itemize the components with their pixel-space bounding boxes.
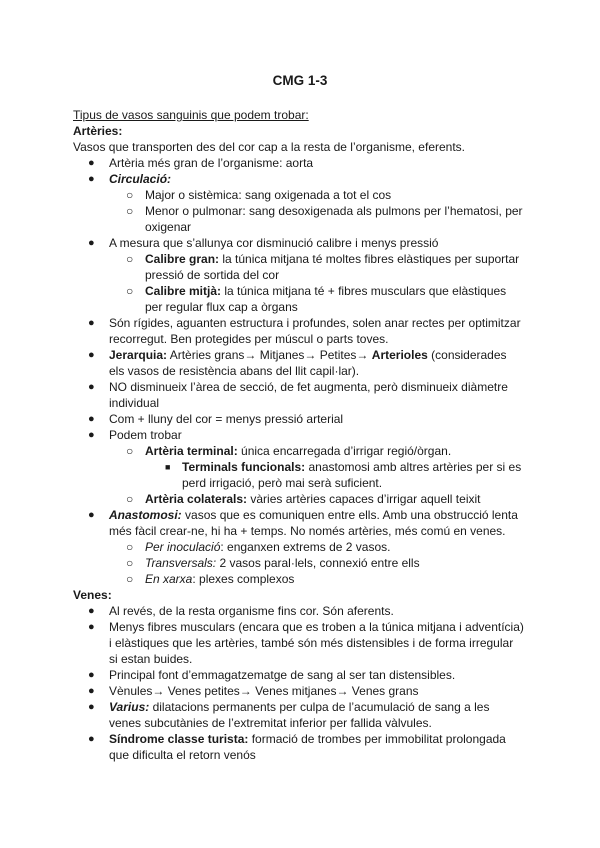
list-item: ■ Terminals funcionals: anastomosi amb altres artèries per si es perd irrigació, però mai serà suficient.	[165, 460, 522, 490]
list-item: ○ Calibre gran: la túnica mitjana té moltes fibres elàstiques per suportar pressió de sortida del cor	[126, 252, 520, 282]
list-item: ● Podem trobar	[88, 428, 182, 442]
list-item: ○ En xarxa: plexes complexos	[126, 572, 295, 586]
list-item: ● Jerarquia: Artèries grans→ Mitjanes→ Petites→ Arterioles (considerades els vasos de resistència abans del llit capil·lar).	[88, 348, 507, 378]
hollow-bullet-icon: ○	[126, 572, 134, 586]
bullet-icon: ●	[88, 685, 95, 697]
hollow-bullet-icon: ○	[126, 556, 134, 570]
venes-heading: Venes:	[73, 588, 112, 602]
arteries-list	[73, 155, 533, 587]
arteries-heading: Artèries:	[73, 124, 123, 138]
list-item: ● Com + lluny del cor = menys pressió arterial	[88, 412, 344, 426]
list-item: ○ Transversals: 2 vasos paral·lels, connexió entre ells	[126, 556, 420, 570]
document-body	[73, 107, 533, 763]
hollow-bullet-icon: ○	[126, 252, 134, 266]
bullet-icon: ●	[88, 157, 95, 169]
list-item: ● Al revés, de la resta organisme fins cor. Són aferents.	[88, 604, 394, 618]
list-item: ○ Artèria terminal: única encarregada d’irrigar regió/òrgan.	[126, 444, 452, 458]
list-item: ○ Artèria colaterals: vàries artèries capaces d’irrigar aquell teixit	[126, 492, 481, 506]
bullet-icon: ●	[88, 429, 95, 441]
hollow-bullet-icon: ○	[126, 204, 134, 218]
list-item: ● Circulació:	[88, 172, 172, 186]
list-item: ○ Calibre mitjà: la túnica mitjana té + fibres musculars que elàstiques per regular flux cap a òrgans	[126, 284, 507, 314]
list-item: ● NO disminueix l’àrea de secció, de fet augmenta, però disminueix diàmetre individual	[88, 380, 508, 410]
hollow-bullet-icon: ○	[126, 188, 134, 202]
list-item: ○ Major o sistèmica: sang oxigenada a tot el cos	[126, 188, 392, 202]
list-item: ● Síndrome classe turista: formació de trombes per immobilitat prolongada que dificulta el retorn venós	[88, 732, 506, 762]
square-bullet-icon: ■	[165, 462, 171, 472]
list-item: ● Són rígides, aguanten estructura i profundes, solen anar rectes per optimitzar recorregut. Ben protegides per múscul o parts toves.	[88, 316, 521, 346]
bullet-icon: ●	[88, 237, 95, 249]
bullet-icon: ●	[88, 413, 95, 425]
list-item: ● Anastomosi: vasos que es comuniquen entre ells. Amb una obstrucció lenta més fàcil crear-ne, hi ha + temps. No només artèries, més comú en venes.	[88, 508, 518, 538]
list-item: ● Artèria més gran de l’organisme: aorta	[88, 156, 314, 170]
bullet-icon: ●	[88, 317, 95, 329]
bullet-icon: ●	[88, 605, 95, 617]
hollow-bullet-icon: ○	[126, 284, 134, 298]
list-item: ● Menys fibres musculars (encara que es troben a la túnica mitjana i adventícia) i elàstiques que les artèries, també són més distensibles i de forma irregular si estan buides.	[88, 620, 524, 666]
hollow-bullet-icon: ○	[126, 540, 134, 554]
venes-list	[73, 603, 533, 763]
bullet-icon: ●	[88, 173, 95, 185]
bullet-icon: ●	[88, 701, 95, 713]
list-item: ● Principal font d’emmagatzematge de sang al ser tan distensibles.	[88, 668, 456, 682]
bullet-icon: ●	[88, 621, 95, 633]
hollow-bullet-icon: ○	[126, 492, 134, 506]
bullet-icon: ●	[88, 669, 95, 681]
list-item: ● A mesura que s’allunya cor disminució calibre i menys pressió	[88, 236, 439, 250]
page-title: CMG 1-3	[272, 73, 328, 88]
bullet-icon: ●	[88, 509, 95, 521]
arteries-description: Vasos que transporten des del cor cap a la resta de l’organisme, eferents.	[73, 140, 465, 154]
intro-heading: Tipus de vasos sanguinis que podem trobar:	[73, 108, 309, 122]
list-item: ○ Per inoculació: enganxen extrems de 2 vasos.	[126, 540, 391, 554]
bullet-icon: ●	[88, 733, 95, 745]
hollow-bullet-icon: ○	[126, 444, 134, 458]
bullet-icon: ●	[88, 381, 95, 393]
list-item: ● Varius: dilatacions permanents per culpa de l’acumulació de sang a les venes subcutànies de l’extremitat inferior per fallida vàlvules.	[88, 700, 490, 730]
list-item: ○ Menor o pulmonar: sang desoxigenada als pulmons per l’hematosi, per oxigenar	[126, 204, 523, 234]
bullet-icon: ●	[88, 349, 95, 361]
list-item: ● Vènules→ Venes petites→ Venes mitjanes→ Venes grans	[88, 684, 419, 698]
